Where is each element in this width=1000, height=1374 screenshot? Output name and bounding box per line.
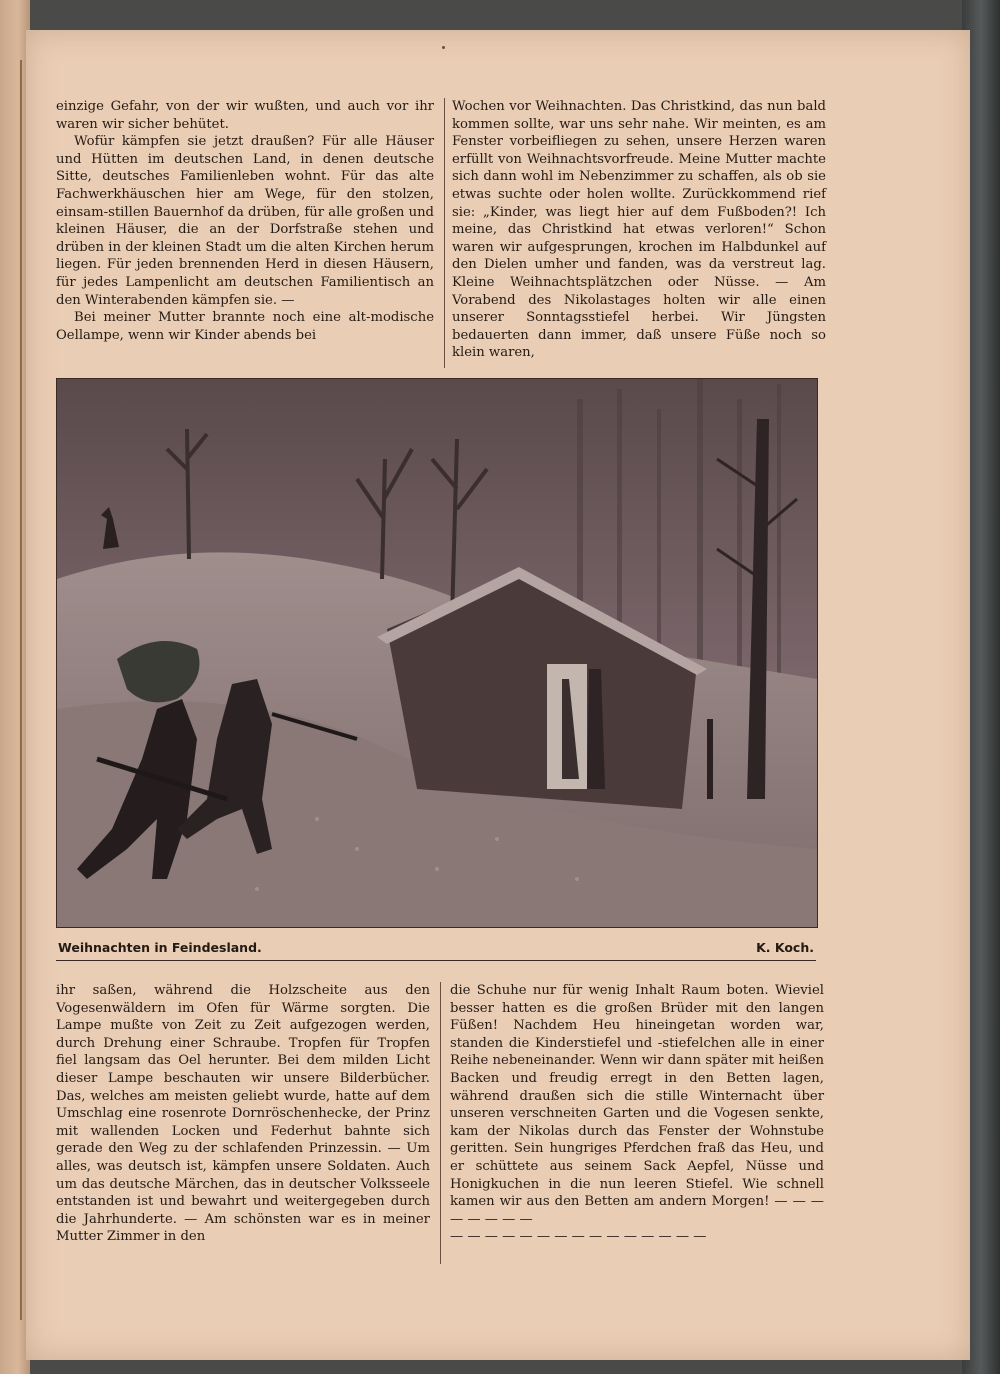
caption-title: Weihnachten in Feindesland.: [58, 940, 262, 955]
paragraph: Wofür kämpfen sie jetzt draußen? Für alle Häuser und Hütten im deutschen Land, in denen deutsche Sitte, deutsches Familienleben wohnt. Für das alte Fachwerkhäuschen hier am Wege, für den stolzen, einsam-stillen Bauernhof da drüben, für alle großen und kleinen Häuser, die an der Dorfstraße stehen und drüben in der kleinen Stadt um die alten Kirchen herum liegen. Für jeden brennenden Herd in diesen Häusern, für jedes Lampenlicht am deutschen Familientisch an den Winterabenden kämpfen sie. —: [56, 134, 434, 308]
paragraph: Wochen vor Weihnachten. Das Christkind, das nun bald kommen sollte, war uns sehr nahe. Wir meinten, es am Fenster vorbeifliegen zu sehen, unsere Herzen waren erfüllt von Weihnachtsvorfreude. Meine Mutter machte sich dann wohl im Nebenzimmer zu schaffen, als ob sie etwas suchte oder holen wollte. Zurückkommend rief sie: „Kinder, was liegt hier auf dem Fußboden?! Ich meine, das Christkind hat etwas verloren!“ Schon waren wir aufgesprungen, krochen im Halbdunkel auf den Dielen umher und fanden, was da verstreut lag. Kleine Weihnachtsplätzchen oder Nüsse. — Am Vorabend des Nikolastages holten wir alle einen unserer Sonntagsstiefel herbei. Wir Jüngsten bedauerten dann immer, daß unsere Füße noch so klein waren,: [452, 99, 826, 361]
page-mark: [442, 46, 445, 49]
caption-rule: [56, 960, 816, 961]
illustration-caption: [56, 938, 816, 960]
bottom-left-column: [56, 982, 430, 1246]
paragraph: ihr saßen, während die Holzscheite aus den Vogesenwäldern im Ofen für Wärme sorgten. Die Lampe mußte von Zeit zu Zeit aufgezogen werden, durch Drehung einer Schraube. Tropfen für Tropfen fiel langsam das Oel herunter. Bei dem milden Licht dieser Lampe beschauten wir unsere Bilderbücher. Das, welches am meisten geliebt wurde, hatte auf dem Umschlag eine rosenrote Dornröschenhecke, der Prinz mit wallenden Locken und Federhut bahnte sich gerade den Weg zu der schlafenden Prinzessin. — Um alles, was deutsch ist, kämpfen unsere Soldaten. Auch um das deutsche Märchen, das in deutscher Volksseele entstanden ist und bewahrt und weitergegeben durch die Jahrhunderte. — Am schönsten war es in meiner Mutter Zimmer in den: [56, 983, 430, 1245]
column-divider: [444, 98, 445, 368]
paragraph: die Schuhe nur für wenig Inhalt Raum boten. Wieviel besser hatten es die großen Brüder mit den langen Füßen! Nachdem Heu hineingetan worden war, standen die Kinderstiefel und -stiefelchen alle in einer Reihe nebeneinander. Wenn wir dann später mit heißen Backen und freudig erregt in den Betten lagen, während draußen sich die stille Winternacht über unseren verschneiten Garten und die Vogesen senkte, kam der Nikolas durch das Fenster der Wohnstube geritten. Sein hungriges Pferdchen fraß das Heu, und er schüttete aus seinem Sack Aepfel, Nüsse und Honigkuchen in die nun leeren Stiefel. Wie schnell kamen wir aus den Betten am andern Morgen! — — — — — — — —: [450, 983, 824, 1227]
top-right-column: [452, 98, 826, 362]
column-divider: [440, 982, 441, 1264]
paragraph: Bei meiner Mutter brannte noch eine alt-modische Oellampe, wenn wir Kinder abends bei: [56, 310, 434, 343]
binding-thread: [20, 60, 22, 1320]
top-left-column: [56, 98, 434, 344]
caption-artist: K. Koch.: [756, 940, 814, 955]
illustration-weihnachten-in-feindesland: [56, 378, 818, 928]
paragraph: einzige Gefahr, von der wir wußten, und auch vor ihr waren wir sicher behütet.: [56, 99, 434, 132]
closing-dashes: — — — — — — — — — — — — — — —: [450, 1229, 707, 1245]
bottom-right-column: [450, 982, 824, 1246]
